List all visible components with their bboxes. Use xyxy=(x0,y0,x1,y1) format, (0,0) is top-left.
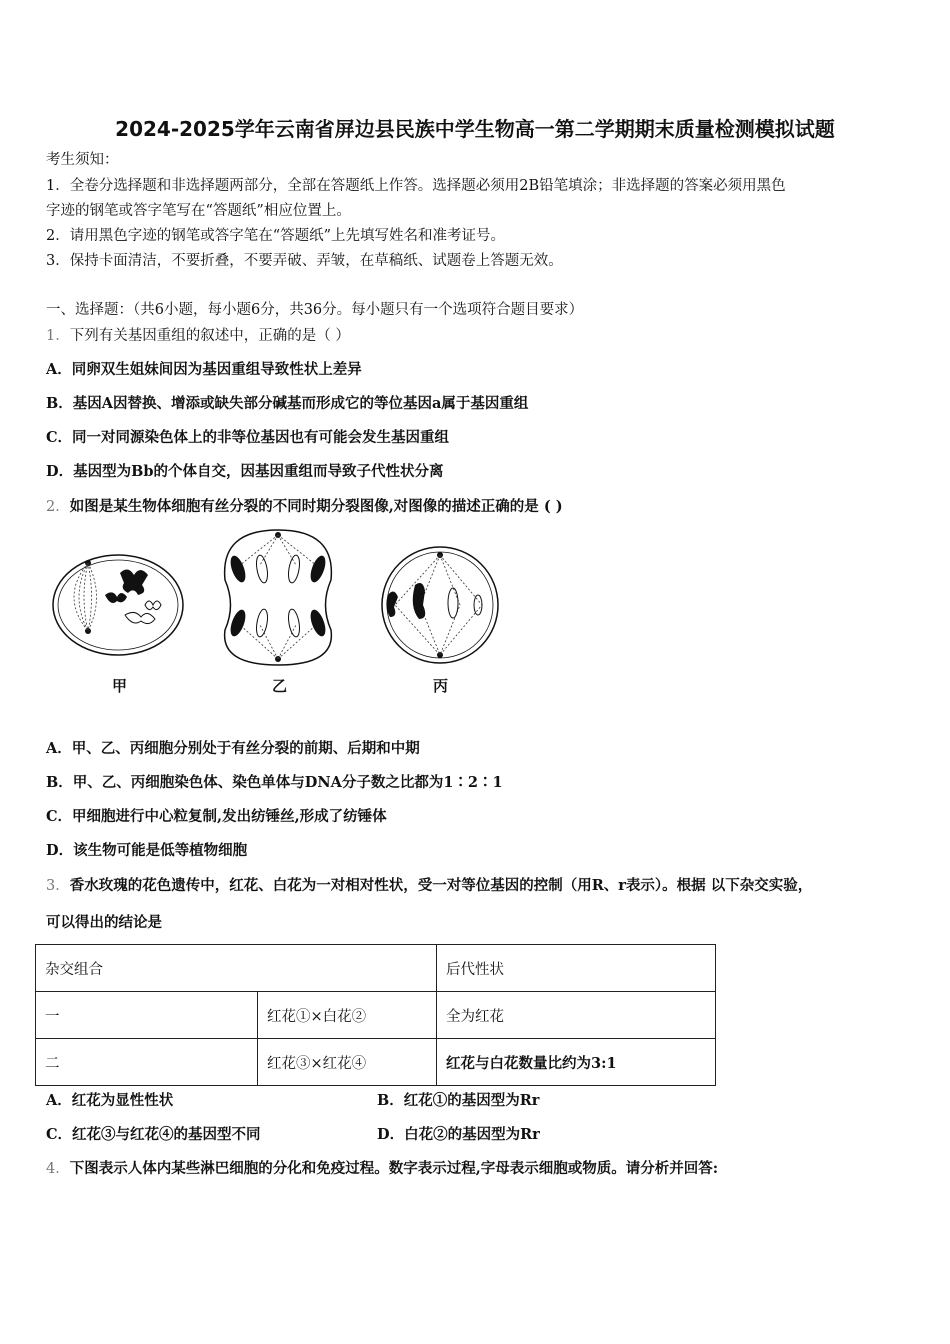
cell-jia xyxy=(53,555,183,655)
q2-option-a: A．甲、乙、丙细胞分别处于有丝分裂的前期、后期和中期 xyxy=(46,740,420,757)
table-row xyxy=(36,1039,716,1086)
q3-option-c: C．红花③与红花④的基因型不同 xyxy=(46,1126,261,1143)
table-header-result: 后代性状 xyxy=(437,945,716,992)
q3-number: 3． xyxy=(46,878,70,894)
cell-bing xyxy=(382,547,498,663)
cross-table xyxy=(35,944,716,1086)
table-row xyxy=(36,992,716,1039)
q2-text: 如图是某生物体细胞有丝分裂的不同时期分裂图像,对图像的描述正确的是 ( ) xyxy=(69,498,563,515)
table-header-combo: 杂交组合 xyxy=(36,945,437,992)
q3-option-d: D．白花②的基因型为Rr xyxy=(377,1126,540,1143)
section-heading: 一、选择题：（共6小题，每小题6分，共36分。每小题只有一个选项符合题目要求） xyxy=(46,302,584,318)
q1-stem xyxy=(46,326,350,346)
table-cell-result: 全为红花 xyxy=(437,992,716,1039)
table-cell-cross: 红花①×白花② xyxy=(258,992,437,1039)
table-cell-group: 二 xyxy=(36,1039,258,1086)
q3-option-b: B．红花①的基因型为Rr xyxy=(377,1092,540,1109)
q3-stem-cont: 可以得出的结论是 xyxy=(46,914,162,931)
notice-item-2: 2．请用黑色字迹的钢笔或答字笔在“答题纸”上先填写姓名和准考证号。 xyxy=(46,228,506,244)
mitosis-diagram xyxy=(50,525,520,700)
q2-option-d: D．该生物可能是低等植物细胞 xyxy=(46,842,248,859)
notice-item-1: 1．全卷分选择题和非选择题两部分，全部在答题纸上作答。选择题必须用2B铅笔填涂；非选择题的答案必须用黑色 xyxy=(46,178,786,194)
q4-text: 下图表示人体内某些淋巴细胞的分化和免疫过程。数字表示过程,字母表示细胞或物质。请分析并回答: xyxy=(69,1160,719,1177)
figure-label-bing: 丙 xyxy=(433,677,449,695)
figure-label-yi: 乙 xyxy=(272,677,288,695)
q3-option-a: A．红花为显性性状 xyxy=(46,1092,174,1109)
q2-number: 2． xyxy=(46,499,70,515)
figure-label-jia: 甲 xyxy=(112,677,128,695)
cell-yi xyxy=(225,530,332,665)
table-cell-group: 一 xyxy=(36,992,258,1039)
q2-stem xyxy=(46,497,563,517)
q2-option-c: C．甲细胞进行中心粒复制,发出纺锤丝,形成了纺锤体 xyxy=(46,808,387,825)
q4-stem xyxy=(46,1159,718,1179)
q2-option-b: B．甲、乙、丙细胞染色体、染色单体与DNA分子数之比都为1∶2∶1 xyxy=(46,774,503,791)
table-cell-result: 红花与白花数量比约为3:1 xyxy=(437,1039,716,1086)
q1-number: 1． xyxy=(46,328,70,344)
q1-option-b: B．基因A因替换、增添或缺失部分碱基而形成它的等位基因a属于基因重组 xyxy=(46,395,529,412)
page-title: 2024-2025学年云南省屏边县民族中学生物高一第二学期期末质量检测模拟试题 xyxy=(115,117,835,141)
table-header-row xyxy=(36,945,716,992)
q1-option-d: D．基因型为Bb的个体自交，因基因重组而导致子代性状分离 xyxy=(46,463,444,480)
q3-text: 香水玫瑰的花色遗传中，红花、白花为一对相对性状，受一对等位基因的控制（用R、r表示）。根据 以下杂交实验， xyxy=(69,877,813,894)
q1-option-c: C．同一对同源染色体上的非等位基因也有可能会发生基因重组 xyxy=(46,429,450,446)
q4-number: 4． xyxy=(46,1161,70,1177)
q1-option-a: A．同卵双生姐妹间因为基因重组导致性状上差异 xyxy=(46,361,362,378)
notice-heading: 考生须知： xyxy=(46,152,119,168)
q1-text: 下列有关基因重组的叙述中，正确的是（ ） xyxy=(69,328,350,344)
table-cell-cross: 红花③×红花④ xyxy=(258,1039,437,1086)
q3-stem xyxy=(46,876,812,896)
notice-item-3: 3．保持卡面清洁，不要折叠，不要弄破、弄皱，在草稿纸、试题卷上答题无效。 xyxy=(46,253,563,269)
notice-item-1-cont: 字迹的钢笔或答字笔写在“答题纸”相应位置上。 xyxy=(46,203,351,219)
